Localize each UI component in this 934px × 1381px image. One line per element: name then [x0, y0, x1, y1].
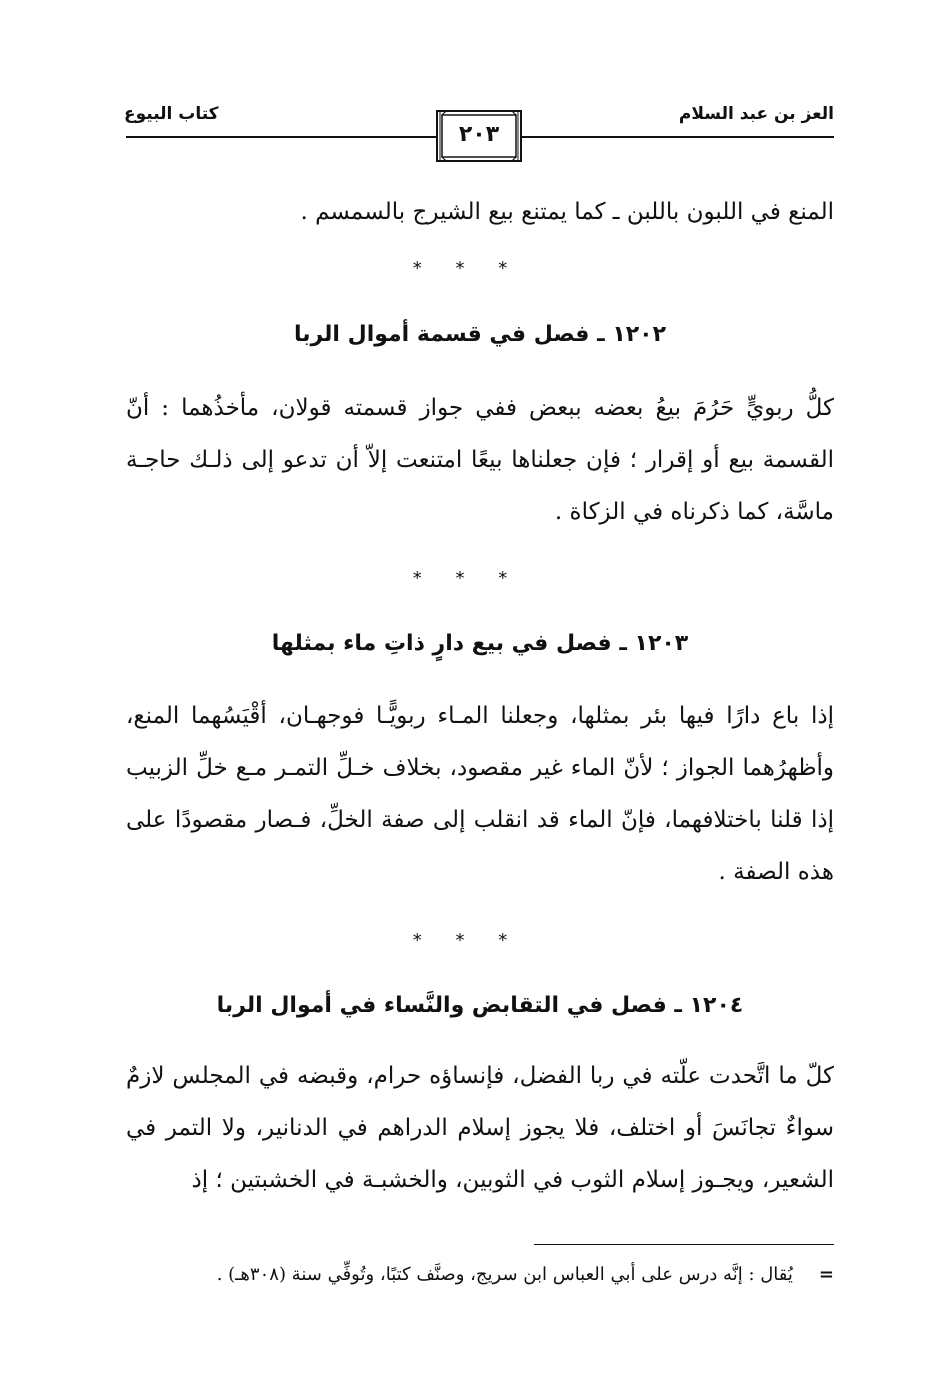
- header-book-title: كتاب البيوع: [124, 104, 219, 124]
- section-body-1203: [126, 690, 834, 898]
- paragraph-1204: كلّ ما اتَّحدت علّته في ربا الفضل، فإنساؤه حرام، وقبضه في المجلس لازمٌ سواءٌ تجانَسَ أو اختلف، فلا يجوز إسلام الدراهم في الدنانير، ولا التمر في الشعير، ويجـوز إسلام الثوب في الثوبين، والخشبـة في الخشبتين ؛ إذ: [126, 1063, 834, 1193]
- page-number: ٢٠٣: [458, 122, 500, 147]
- section-body-1204: [126, 1050, 834, 1206]
- footnote-rule: [534, 1244, 834, 1245]
- section-heading-1204: ١٢٠٤ ـ فصل في التقابض والنَّساء في أموال الربا: [216, 993, 744, 1018]
- header-author: العز بن عبد السلام: [678, 104, 834, 124]
- page-number-frame: [436, 110, 522, 162]
- footnote-text: يُقال : إنَّه درس على أبي العباس ابن سريج، وصنَّف كتبًا، وتُوفِّي سنة (٣٠٨هـ) .: [216, 1264, 793, 1285]
- footnote-continuation-marker: =: [818, 1264, 834, 1285]
- footnote: [217, 1264, 834, 1285]
- section-divider-stars: * * *: [412, 568, 522, 589]
- section-divider-stars: * * *: [412, 258, 522, 279]
- paragraph-1203: إذا باع دارًا فيها بئر بمثلها، وجعلنا المـاء ربويًّـا فوجهـان، أقْيَسُهما المنع، وأظهرُهما الجواز ؛ لأنّ الماء غير مقصود، بخلاف خـلِّ التمـر مـع خلِّ الزبيب إذا قلنا باختلافهما، فإنّ الماء قد انقلب إلى صفة الخلِّ، فـصار مقصودًا على هذه الصفة .: [126, 703, 834, 885]
- section-heading-1202: ١٢٠٢ ـ فصل في قسمة أموال الربا: [293, 322, 667, 347]
- paragraph-0: المنع في اللبون باللبن ـ كما يمتنع بيع الشيرج بالسمسم .: [300, 199, 834, 225]
- section-body-1202: [126, 382, 834, 538]
- paragraph-1202: كلُّ ربويٍّ حَرُمَ بيعُ بعضه ببعض ففي جواز قسمته قولان، مأخذُهما : أنّ القسمة بيع أو إقرار ؛ فإن جعلناها بيعًا امتنعت إلاّ أن تدعو إلى ذلـك حاجـة ماسَّة، كما ذكرناه في الزكاة .: [126, 395, 834, 525]
- section-heading-1203: ١٢٠٣ ـ فصل في بيع دارٍ ذاتِ ماء بمثلها: [271, 631, 689, 656]
- continuation-text: [126, 186, 834, 238]
- section-divider-stars: * * *: [412, 930, 522, 951]
